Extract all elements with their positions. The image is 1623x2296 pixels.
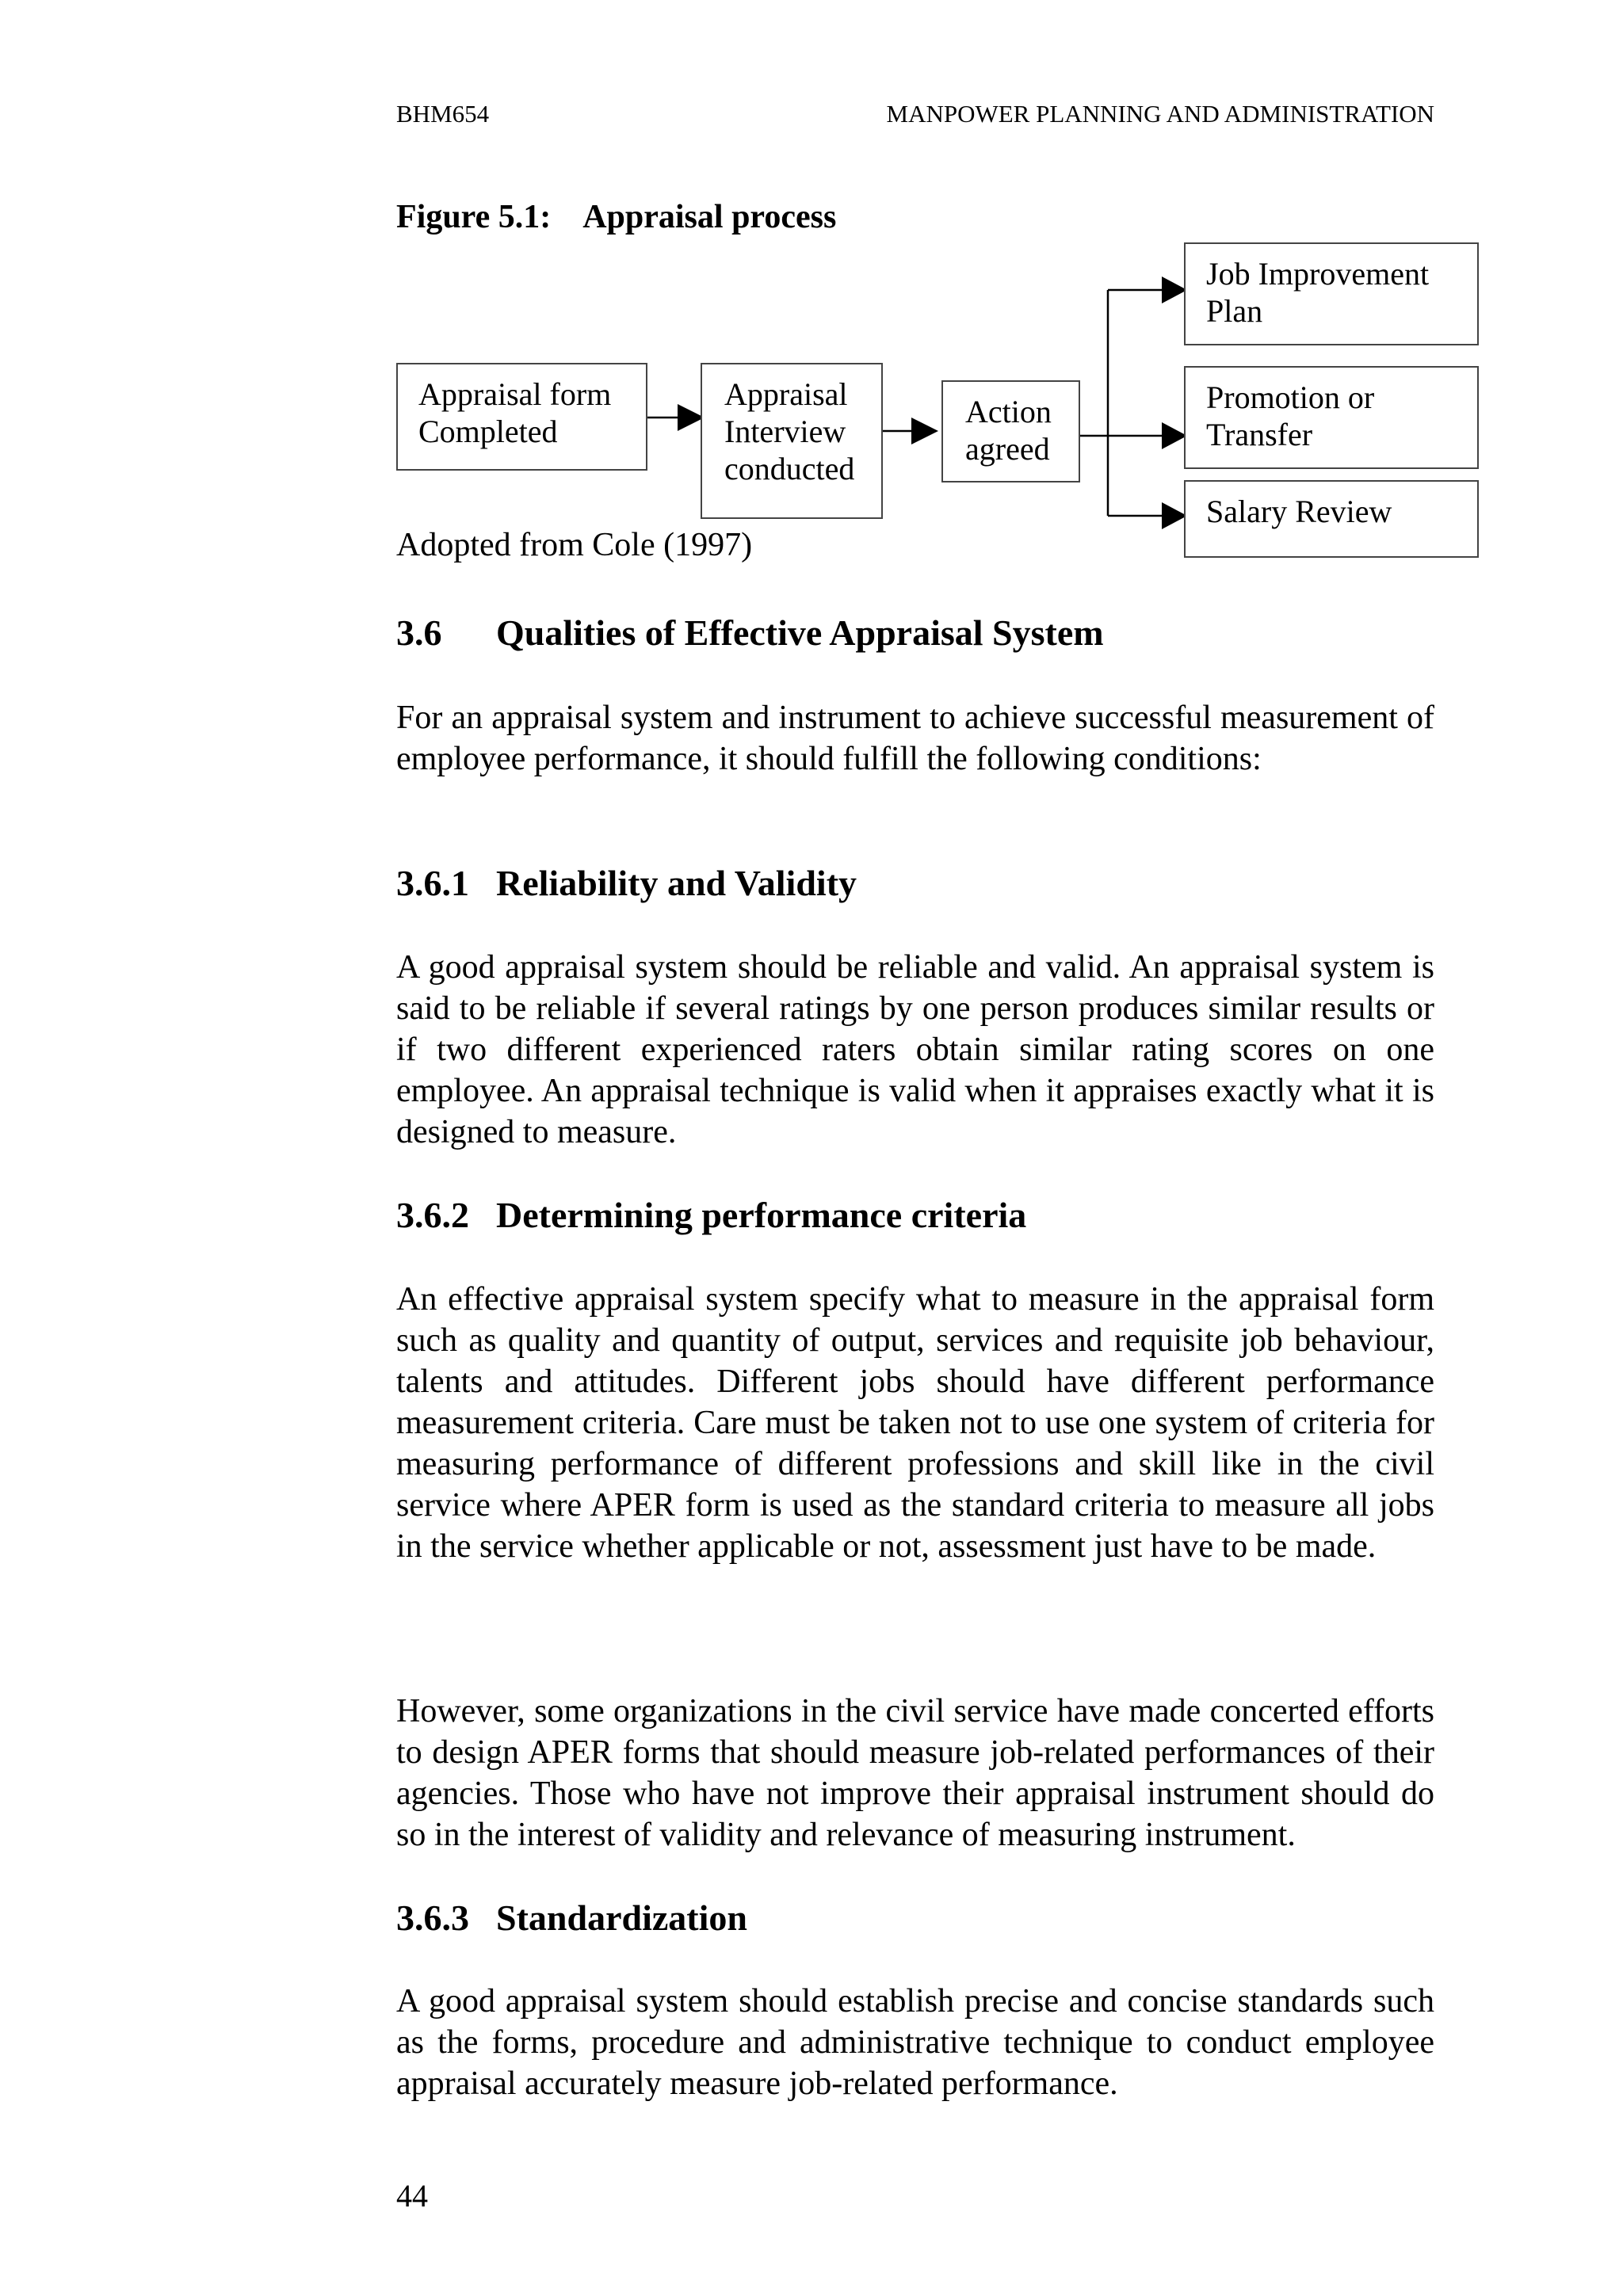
box-line: Appraisal form [418, 376, 612, 412]
section-heading-3-6-1 [396, 862, 857, 904]
section-3-6-intro: For an appraisal system and instrument to achieve successful measurement of employee performance, it should fulfill the following conditions: [396, 700, 1434, 777]
box-line: Plan [1206, 293, 1263, 329]
section-3-6-2-paragraph-1: An effective appraisal system specify what to measure in the appraisal form such as quality and quantity of output, services and requisite job behaviour, talents and attitudes. Different jobs should have different performance measurement criteria. Care must be taken not to use one system of criteria for measuring performance of different professions and skill like in the civil service where APER form is used as the standard criteria to measure all jobs in the service whether applicable or not, assessment just have to be made. [396, 1281, 1434, 1565]
section-title: Qualities of Effective Appraisal System [496, 612, 1104, 653]
section-3-6-2-paragraph-2: However, some organizations in the civil service have made concerted efforts to design APER forms that should measure job-related performances of their agencies. Those who have not improve their appraisal instrument should do so in the interest of validity and relevance of measuring instrument. [396, 1693, 1434, 1853]
section-number: 3.6 [396, 612, 442, 653]
box-line: Completed [418, 414, 558, 449]
box-line: Promotion or [1206, 379, 1375, 415]
box-line: Salary Review [1206, 494, 1392, 529]
box-appraisal-form [396, 363, 647, 471]
box-line: Interview [724, 414, 846, 449]
box-line: Appraisal [724, 376, 848, 412]
section-title: Standardization [496, 1897, 747, 1938]
box-action-agreed [941, 380, 1080, 482]
box-line: Action [965, 394, 1052, 429]
section-heading-3-6-2 [396, 1194, 1026, 1236]
arrowhead-icon [911, 418, 938, 444]
figure-caption: Appraisal process [582, 199, 837, 235]
section-heading-3-6-3 [396, 1897, 747, 1939]
box-salary-review [1184, 480, 1479, 558]
section-title: Reliability and Validity [496, 863, 857, 903]
section-number: 3.6.2 [396, 1195, 469, 1235]
section-title: Determining performance criteria [496, 1195, 1027, 1235]
box-line: agreed [965, 431, 1050, 467]
section-3-6-3-paragraph: A good appraisal system should establish precise and concise standards such as the forms, procedure and administrative technique to conduct employee appraisal accurately measure job-related performance. [396, 1983, 1434, 2102]
section-number: 3.6.1 [396, 863, 469, 903]
box-appraisal-interview [701, 363, 883, 519]
figure-source: Adopted from Cole (1997) [396, 527, 753, 563]
course-code: BHM654 [396, 100, 490, 128]
box-line: Job Improvement [1206, 256, 1430, 292]
section-3-6-1-paragraph: A good appraisal system should be reliable and valid. An appraisal system is said to be reliable if several ratings by one person produces similar results or if two different experienced raters obtain similar rating scores on one employee. An appraisal technique is valid when it appraises exactly what it is designed to measure. [396, 949, 1434, 1150]
box-line: Transfer [1206, 417, 1313, 452]
section-heading-3-6 [396, 612, 1104, 654]
box-line: conducted [724, 451, 855, 486]
course-title: MANPOWER PLANNING AND ADMINISTRATION [886, 100, 1434, 128]
figure-label: Figure 5.1: [396, 199, 552, 235]
section-number: 3.6.3 [396, 1897, 469, 1938]
box-job-improvement-plan [1184, 242, 1479, 345]
page-number: 44 [396, 2178, 428, 2214]
box-promotion-or-transfer [1184, 366, 1479, 469]
